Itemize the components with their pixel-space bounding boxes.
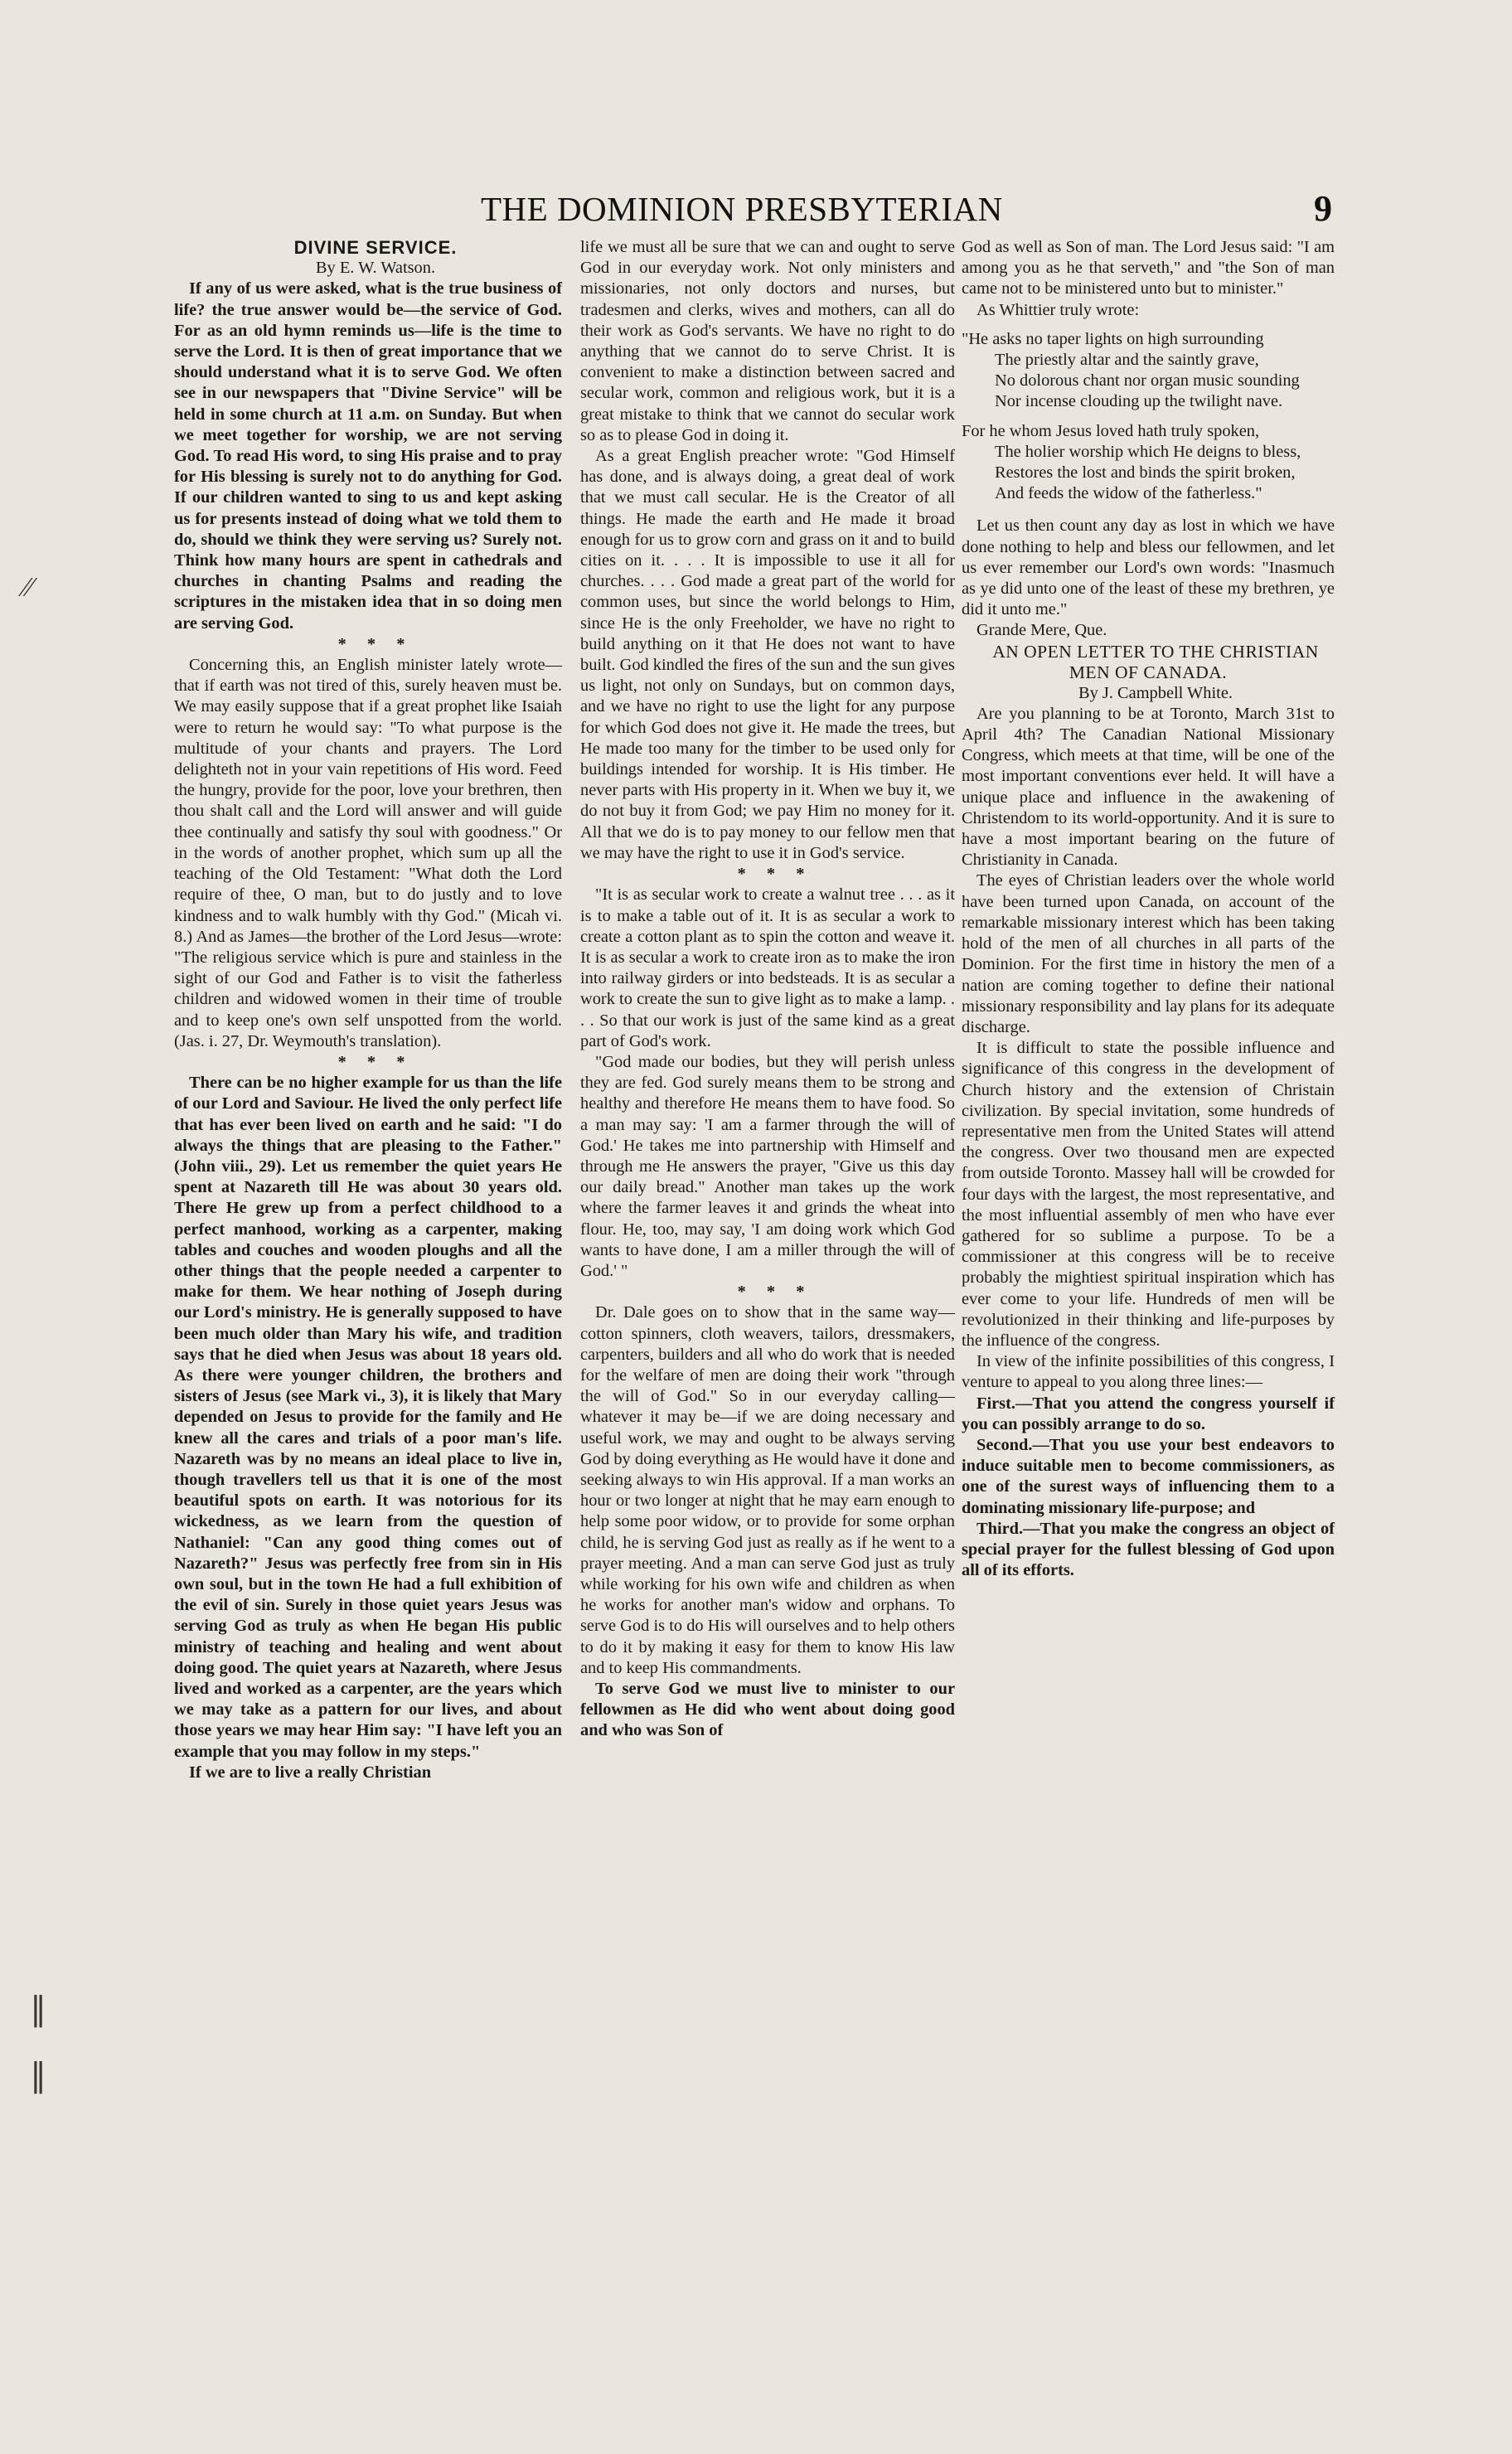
paragraph: First.—That you attend the congress yourself if you can possibly arrange to do so.: [962, 1394, 1335, 1433]
section-divider: * * *: [737, 1283, 813, 1302]
paragraph: Second.—That you use your best endeavors to induce suitable men to become commissioners, as one of the surest ways of influencing them to a dominating missionary life-purpose; and: [962, 1435, 1335, 1517]
poem-line: Nor incense clouding up the twilight nave.: [995, 392, 1283, 411]
paragraph: Third.—That you make the congress an object of special prayer for the fullest blessing of God upon all of its efforts.: [962, 1519, 1335, 1580]
poem-line: And feeds the widow of the fatherless.": [995, 484, 1262, 503]
paragraph: Let us then count any day as lost in which we have done nothing to help and bless our fellowmen, and let us ever remember our Lord's own words: "Inasmuch as ye did unto one of the least of these my brethren, ye did it unto me.": [962, 517, 1335, 619]
paragraph: "It is as secular work to create a walnut tree . . . as it is to make a table out of it. It is as secular a work to create a cotton plant as to spin the cotton and weave it. It is as secular a work to create iron as to make the iron into railway girders or into bedsteads. It is as secular a work to create the sun to give light as to make a lamp. . . . So that our work is just of the same kind as a great part of God's work.: [580, 885, 955, 1050]
article-heading: DIVINE SERVICE.: [293, 237, 458, 258]
paragraph: If we are to live a really Christian: [189, 1763, 432, 1782]
masthead: THE DOMINION PRESBYTERIAN: [481, 190, 1003, 228]
poem-line: The priestly altar and the saintly grave,: [995, 351, 1259, 370]
poem-line: For he whom Jesus loved hath truly spoken,: [962, 421, 1260, 440]
page-number: 9: [1314, 188, 1332, 229]
paragraph: As a great English preacher wrote: "God Himself has done, and is always doing, a great deal of work that we must call secular. He is the Creator of all things. He made the earth and He made it broad enough for us to grow corn and grass on it and to build cities on it. . . . It is impossible to use it all for churches. . . . God made a great part of the world for common uses, but since the world belongs to Him, since He is the only Freeholder, we have no right to build anything on it that He does not want to have built. God kindled the fires of the sun and the sun gives us light, not only on Sundays, but on common days, and we have no right to use the light for any purpose for which God does not give it. He made the trees, but He made too many for the timber to be used only for buildings intended for worship. It is His timber. He never parts with His property in it. When we buy it, we do not buy it from God; we pay Him no money for it. All that we do is to pay money to our fellow men that we may have the right to use it in God's service.: [580, 447, 955, 862]
paragraph: It is difficult to state the possible influence and significance of this congress in the development of Church history and the extension of Christain civilization. By special invitation, some hundreds of representative men from the United States will attend the congress. Over two thousand men are expected from outside Toronto. Massey hall will be crowded for four days with the largest, the most representative, and the most influential assembly of men who have ever gathered for so sublime a purpose. To be a commissioner at this congress will be to receive probably the mightiest spiritual inspiration which has ever come to your life. Hundreds of men will be revolutionized in their thinking and life-purposes by the influence of the congress.: [962, 1039, 1335, 1350]
margin-mark: ⁄⁄: [23, 572, 33, 603]
paragraph: If any of us were asked, what is the true business of life? the true answer would be—the service of God. For as an old hymn reminds us—life is the time to serve the Lord. It is then of great importance that we should understand what it is to serve God. We often see in our newspapers that "Divine Service" will be held in some church at 11 a.m. on Sunday. But when we meet together for worship, we are not serving God. To read His word, to sing His praise and to pray for His blessing is surely not to do anything for God. If our children wanted to sing to us and kept asking us for presents instead of doing what we told them to do, should we think they were serving us? Surely not. Think how many hours are spent in cathedrals and churches in chanting Psalms and reading the scriptures in the mistaken idea that in so doing men are serving God.: [174, 279, 562, 633]
letter-heading: AN OPEN LETTER TO THE CHRISTIAN MEN OF CANADA.: [992, 641, 1319, 682]
paragraph: The eyes of Christian leaders over the whole world have been turned upon Canada, on account of the remarkable missionary interest which has been taking hold of the men of all churches in all parts of the Dominion. For the first time in history the men of a nation are coming together to define their national missionary responsibility and lay plans for its adequate discharge.: [962, 871, 1335, 1036]
paragraph: Are you planning to be at Toronto, March 31st to April 4th? The Canadian National Missionary Congress, which meets at that time, will be one of the most important conventions ever held. It will have a unique place and influence in the awakening of Christendom to its world-opportunity. And it is sure to have a most important bearing on the future of Christianity in Canada.: [962, 704, 1335, 870]
poem-line: "He asks no taper lights on high surrounding: [962, 329, 1264, 348]
paragraph: Concerning this, an English minister lately wrote—that if earth was not tired of this, surely heaven must be. We may easily suppose that if a great prophet like Isaiah were to return he would say: "To what purpose is the multitude of your chants and prayers. The Lord delighteth not in your vain repetitions of His word. Feed the hungry, provide for the poor, love your brethren, then thou shalt call and the Lord will answer and will guide thee continually and satisfy thy soul with goodness." Or in the words of another prophet, which sum up all the teaching of the Old Testament: "What doth the Lord require of thee, O man, but to do justly and to love kindness and to walk humbly with thy God." (Micah vi. 8.) And as James—the brother of the Lord Jesus—wrote: "The religious service which is pure and stainless in the sight of our God and Father is to visit the fatherless children and widowed women in their time of trouble and to keep one's own self unspotted from the world. (Jas. i. 27, Dr. Weymouth's translation).: [174, 656, 562, 1050]
column-1: [174, 237, 562, 1783]
margin-mark: ∥: [30, 2057, 46, 2094]
paragraph: In view of the infinite possibilities of this congress, I venture to appeal to you along three lines:—: [962, 1352, 1335, 1392]
signature-location: Grande Mere, Que.: [976, 621, 1107, 640]
letter-byline: By J. Campbell White.: [1078, 683, 1233, 702]
column-3: [962, 237, 1335, 1581]
paragraph: As Whittier truly wrote:: [976, 300, 1140, 319]
section-divider: * * *: [337, 634, 414, 653]
margin-mark: ∥: [30, 1991, 46, 2028]
column-2: [580, 237, 955, 1742]
paragraph: life we must all be sure that we can and ought to serve God in our everyday work. Not only ministers and missionaries, not only doctors and nurses, but tradesmen and clerks, wives and mothers, can all do their work as God's servants. We have no right to do anything that we cannot do to serve Christ. It is convenient to make a distinction between sacred and secular work, common and religious work, but it is a great mistake to think that we cannot do secular work so as to please God in doing it.: [580, 238, 955, 444]
paragraph: To serve God we must live to minister to our fellowmen as He did who went about doing good and who was Son of: [580, 1680, 955, 1740]
article-byline: By E. W. Watson.: [315, 259, 436, 278]
paragraph: There can be no higher example for us than the life of our Lord and Saviour. He lived the only perfect life that has ever been lived on earth and he said: "I do always the things that are pleasing to the Father." (John viii., 29). Let us remember the quiet years He spent at Nazareth till He was about 30 years old. There He grew up from a perfect childhood to a perfect manhood, working as a carpenter, making tables and couches and wooden ploughs and all the other things that the people needed a carpenter to make for them. We hear nothing of Joseph during our Lord's ministry. He is generally supposed to have been much older than Mary his wife, and tradition says that he died when Jesus was about 18 years old. As there were younger children, the brothers and sisters of Jesus (see Mark vi., 3), it is likely that Mary depended on Jesus to provide for the family and He knew all the cares and trials of a poor man's life. Nazareth was by no means an ideal place to live in, though travellers tell us that it is one of the most beautiful spots on earth. It was notorious for its wickedness, as we learn from the question of Nathaniel: "Can any good thing comes out of Nazareth?" Jesus was perfectly free from sin in His own soul, but in the town He had a full exhibition of the evil of sin. Surely in those quiet years Jesus was serving God as truly as when He began His public ministry of teaching and healing and went about doing good. The quiet years at Nazareth, where Jesus lived and worked as a carpenter, are the years which we may take as a pattern for our lives, and about those years we may hear Him say: "I have left you an example that you may follow in my steps.": [174, 1074, 562, 1761]
paragraph: God as well as Son of man. The Lord Jesus said: "I am among you as he that serveth," and "the Son of man came not to be ministered unto but to minister.": [962, 238, 1335, 298]
poem-line: Restores the lost and binds the spirit broken,: [995, 463, 1296, 483]
section-divider: * * *: [737, 865, 813, 884]
poem-line: The holier worship which He deigns to bless,: [995, 442, 1301, 461]
section-divider: * * *: [337, 1052, 414, 1071]
paragraph: "God made our bodies, but they will perish unless they are fed. God surely means them to be strong and healthy and therefore He means them to have food. So a man may say: 'I am a farmer through the will of God.' He takes me into partnership with Himself and through me He answers the prayer, "Give us this day our daily bread." Another man takes up the work where the farmer leaves it and grinds the wheat into flour. He, too, may say, 'I am doing work which God wants to have done, I am a miller through the will of God.' ": [580, 1052, 955, 1280]
poem-line: No dolorous chant nor organ music sounding: [995, 371, 1300, 390]
poem: [962, 329, 1335, 505]
paragraph: Dr. Dale goes on to show that in the same way—cotton spinners, cloth weavers, tailors, dressmakers, carpenters, builders and all who do work that is needed for the welfare of men are doing their work "through the will of God." So in our everyday calling—whatever it may be—if we are doing necessary and useful work, we may and ought to be always serving God by doing everything as He would have it done and seeking always to win His approval. If a man works an hour or two longer at night that he may earn enough to help some poor widow, or to provide for some orphan child, he is serving God just as really as if he went to a prayer meeting. And a man can serve God just as truly while working for his own wife and children as when he works for another man's widow and orphans. To serve God is to do His will ourselves and to help others to do it by making it easy for them to know His law and to keep His commandments.: [580, 1303, 955, 1677]
